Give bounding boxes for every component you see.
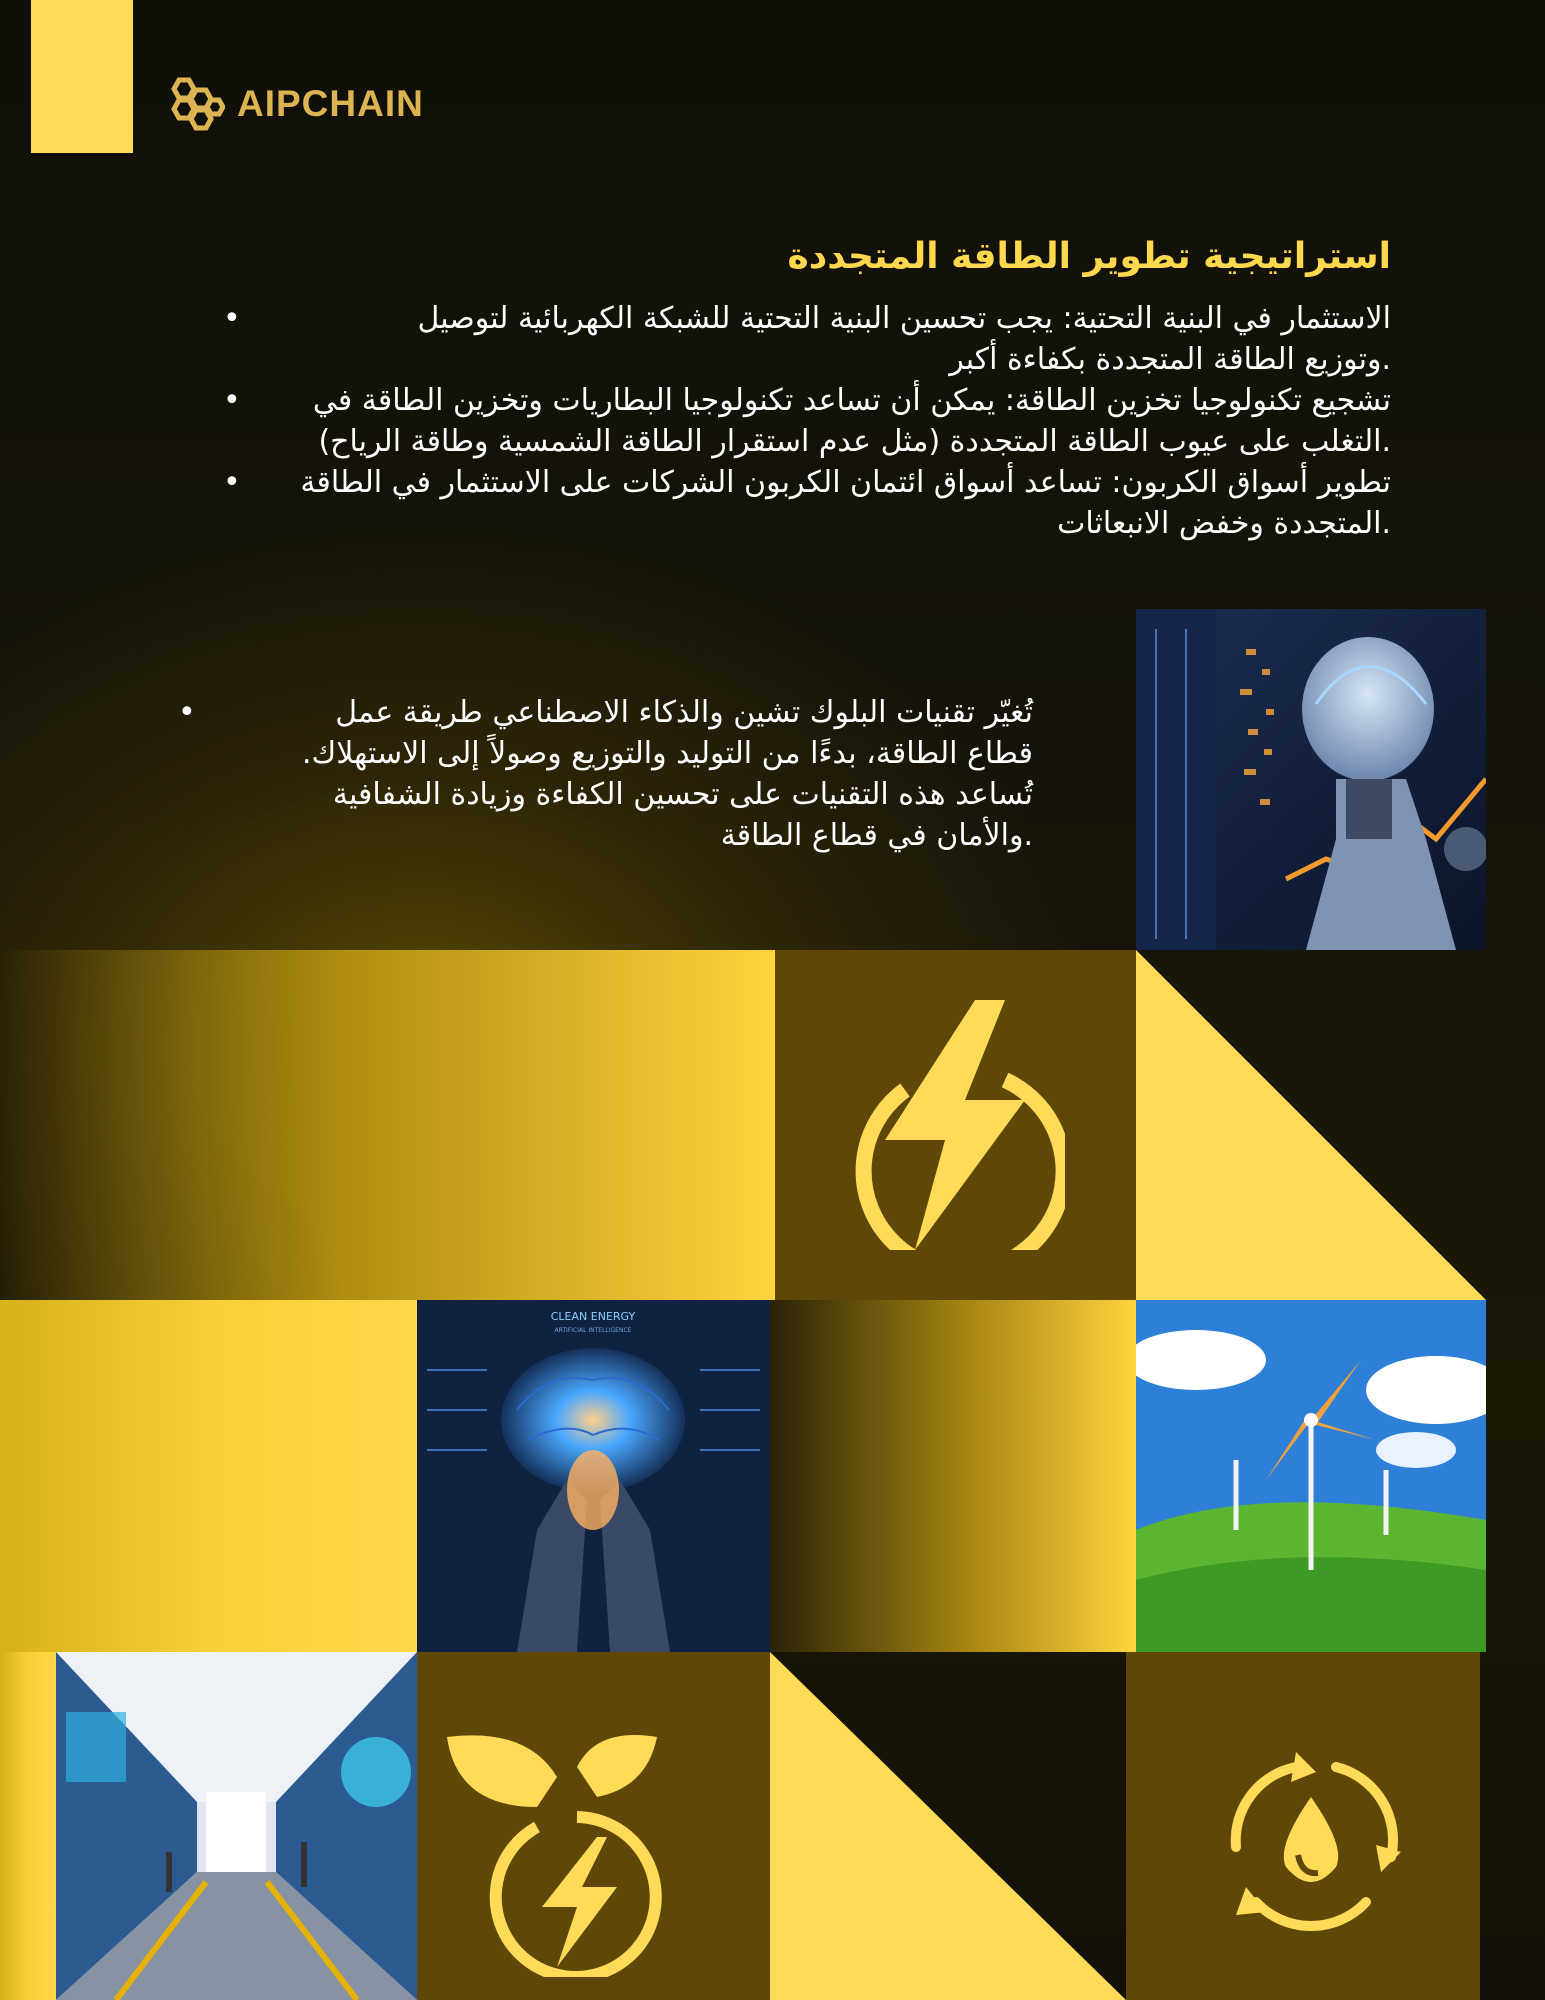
yellow-triangle-tile xyxy=(770,1652,1126,2000)
strategy-list xyxy=(221,298,1391,544)
intro-paragraph: • تُغيّر تقنيات البلوك تشين والذكاء الاصطناعي طريقة عمل قطاع الطاقة، بدءًا من التوليد والتوزيع وصولاً إلى الاستهلاك. تُساعد هذه التقنيات على تحسين الكفاءة وزيادة الشفافية .والأمان في قطاع الطاقة xyxy=(178,692,1033,856)
bullet-icon: • xyxy=(223,383,241,418)
robot-image xyxy=(1136,609,1486,950)
bullet-icon: • xyxy=(223,301,241,336)
svg-text:ARTIFICIAL INTELLIGENCE: ARTIFICIAL INTELLIGENCE xyxy=(554,1327,632,1334)
recycle-drop-icon xyxy=(1206,1737,1416,1937)
bullet-icon: • xyxy=(223,465,241,500)
brain-image xyxy=(417,1300,770,1652)
recycle-drop-tile xyxy=(1126,1652,1480,2000)
server-corridor-image xyxy=(56,1652,417,2000)
section-title: استراتيجية تطوير الطاقة المتجددة xyxy=(787,236,1391,277)
leaf-lightning-tile xyxy=(417,1652,770,2000)
header-accent-bar xyxy=(31,0,133,153)
leaf-lightning-icon xyxy=(447,1727,697,1977)
list-item: • تشجيع تكنولوجيا تخزين الطاقة: يمكن أن تساعد تكنولوجيا البطاريات وتخزين الطاقة في .التغلب على عيوب الطاقة المتجددة (مثل عدم استقرار الطاقة الشمسية وطاقة الرياح) xyxy=(281,380,1391,462)
wind-turbine-image xyxy=(1136,1300,1486,1652)
brand-logo[interactable] xyxy=(165,76,424,132)
hexagon-cluster-icon xyxy=(165,76,225,132)
gold-gradient-panel xyxy=(0,1300,417,1652)
lightning-circle-icon xyxy=(845,1000,1065,1250)
brand-name: AIPCHAIN xyxy=(237,83,424,124)
bullet-icon: • xyxy=(178,695,196,730)
svg-text:CLEAN ENERGY: CLEAN ENERGY xyxy=(550,1310,636,1323)
gold-gradient-panel xyxy=(0,950,775,1300)
gold-gradient-panel xyxy=(770,1300,1136,1652)
yellow-triangle-tile xyxy=(1136,950,1486,1300)
lightning-tile xyxy=(775,950,1136,1300)
list-item: • تطوير أسواق الكربون: تساعد أسواق ائتمان الكربون الشركات على الاستثمار في الطاقة .المتجددة وخفض الانبعاثات xyxy=(281,462,1391,544)
gold-gradient-panel xyxy=(0,1652,56,2000)
list-item: • الاستثمار في البنية التحتية: يجب تحسين البنية التحتية للشبكة الكهربائية لتوصيل .وتوزيع الطاقة المتجددة بكفاءة أكبر xyxy=(281,298,1391,380)
